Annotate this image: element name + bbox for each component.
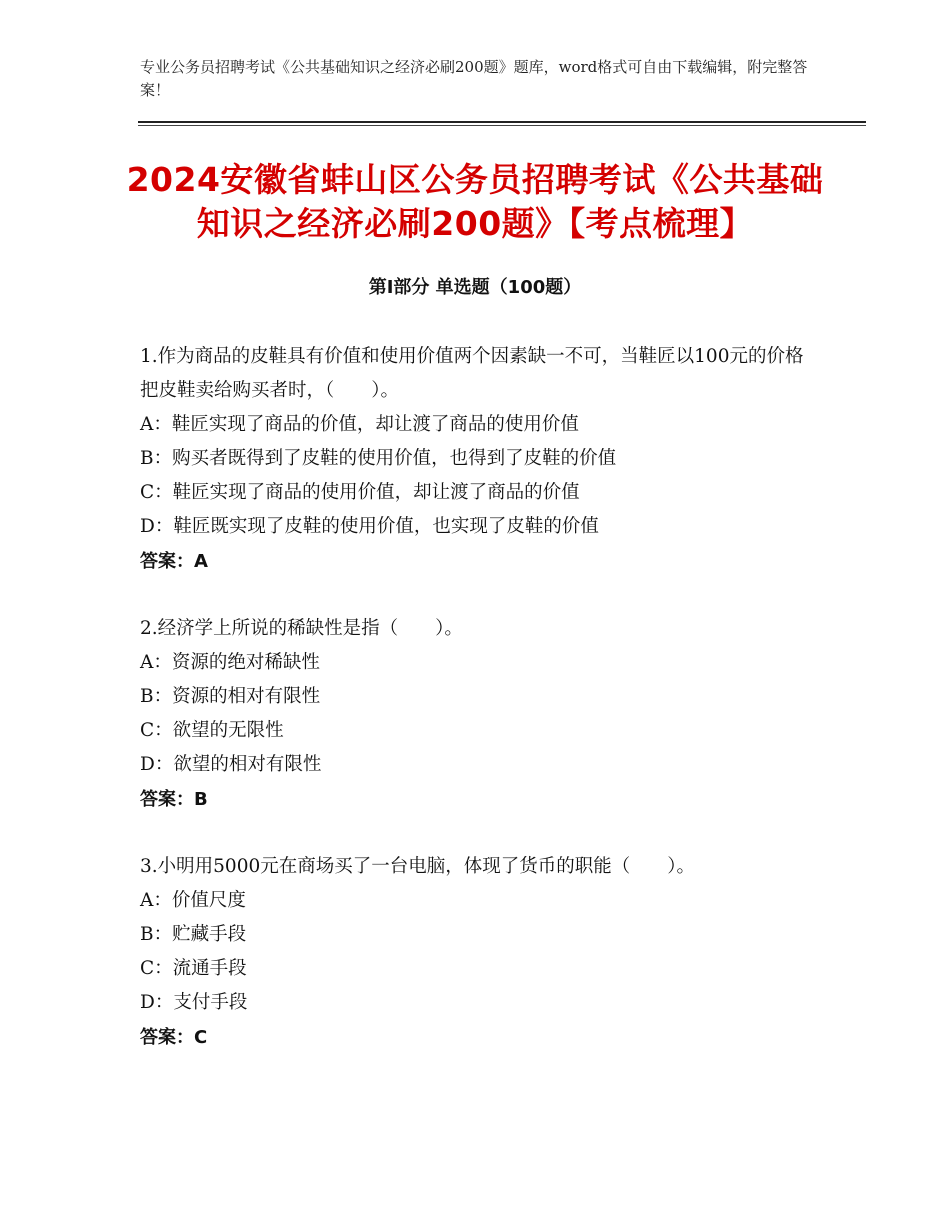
question-stem: 2.经济学上所说的稀缺性是指（ ）。	[140, 618, 463, 639]
option-b: B：购买者既得到了皮鞋的使用价值，也得到了皮鞋的价值	[140, 448, 617, 469]
question-list	[140, 340, 820, 1088]
section-title: 第Ⅰ部分 单选题（100题）	[368, 277, 582, 298]
header-divider-thin	[138, 125, 866, 126]
option-d: D：鞋匠既实现了皮鞋的使用价值，也实现了皮鞋的价值	[140, 516, 599, 537]
document-title: 2024安徽省蚌山区公务员招聘考试《公共基础知识之经济必刷200题》【考点梳理】	[126, 160, 824, 243]
question-1	[140, 340, 820, 580]
question-stem: 3.小明用5000元在商场买了一台电脑，体现了货币的职能（ ）。	[140, 856, 695, 877]
question-3	[140, 850, 820, 1056]
option-a: A：鞋匠实现了商品的价值，却让渡了商品的使用价值	[140, 414, 579, 435]
option-c: C：欲望的无限性	[140, 720, 284, 741]
option-a: A：资源的绝对稀缺性	[140, 652, 320, 673]
option-b: B：贮藏手段	[140, 924, 247, 945]
option-c: C：流通手段	[140, 958, 247, 979]
option-a: A：价值尺度	[140, 890, 246, 911]
option-d: D：支付手段	[140, 992, 248, 1013]
question-stem: 1.作为商品的皮鞋具有价值和使用价值两个因素缺一不可，当鞋匠以100元的价格把皮鞋卖给购买者时，（ ）。	[140, 346, 804, 401]
option-d: D：欲望的相对有限性	[140, 754, 322, 775]
option-b: B：资源的相对有限性	[140, 686, 321, 707]
option-c: C：鞋匠实现了商品的使用价值，却让渡了商品的价值	[140, 482, 580, 503]
answer-label: 答案：A	[140, 551, 208, 572]
answer-label: 答案：B	[140, 789, 208, 810]
answer-label: 答案：C	[140, 1027, 208, 1048]
header-divider-thick	[138, 121, 866, 123]
header-note: 专业公务员招聘考试《公共基础知识之经济必刷200题》题库，word格式可自由下载编辑，附完整答案！	[140, 58, 808, 99]
question-2	[140, 612, 820, 818]
